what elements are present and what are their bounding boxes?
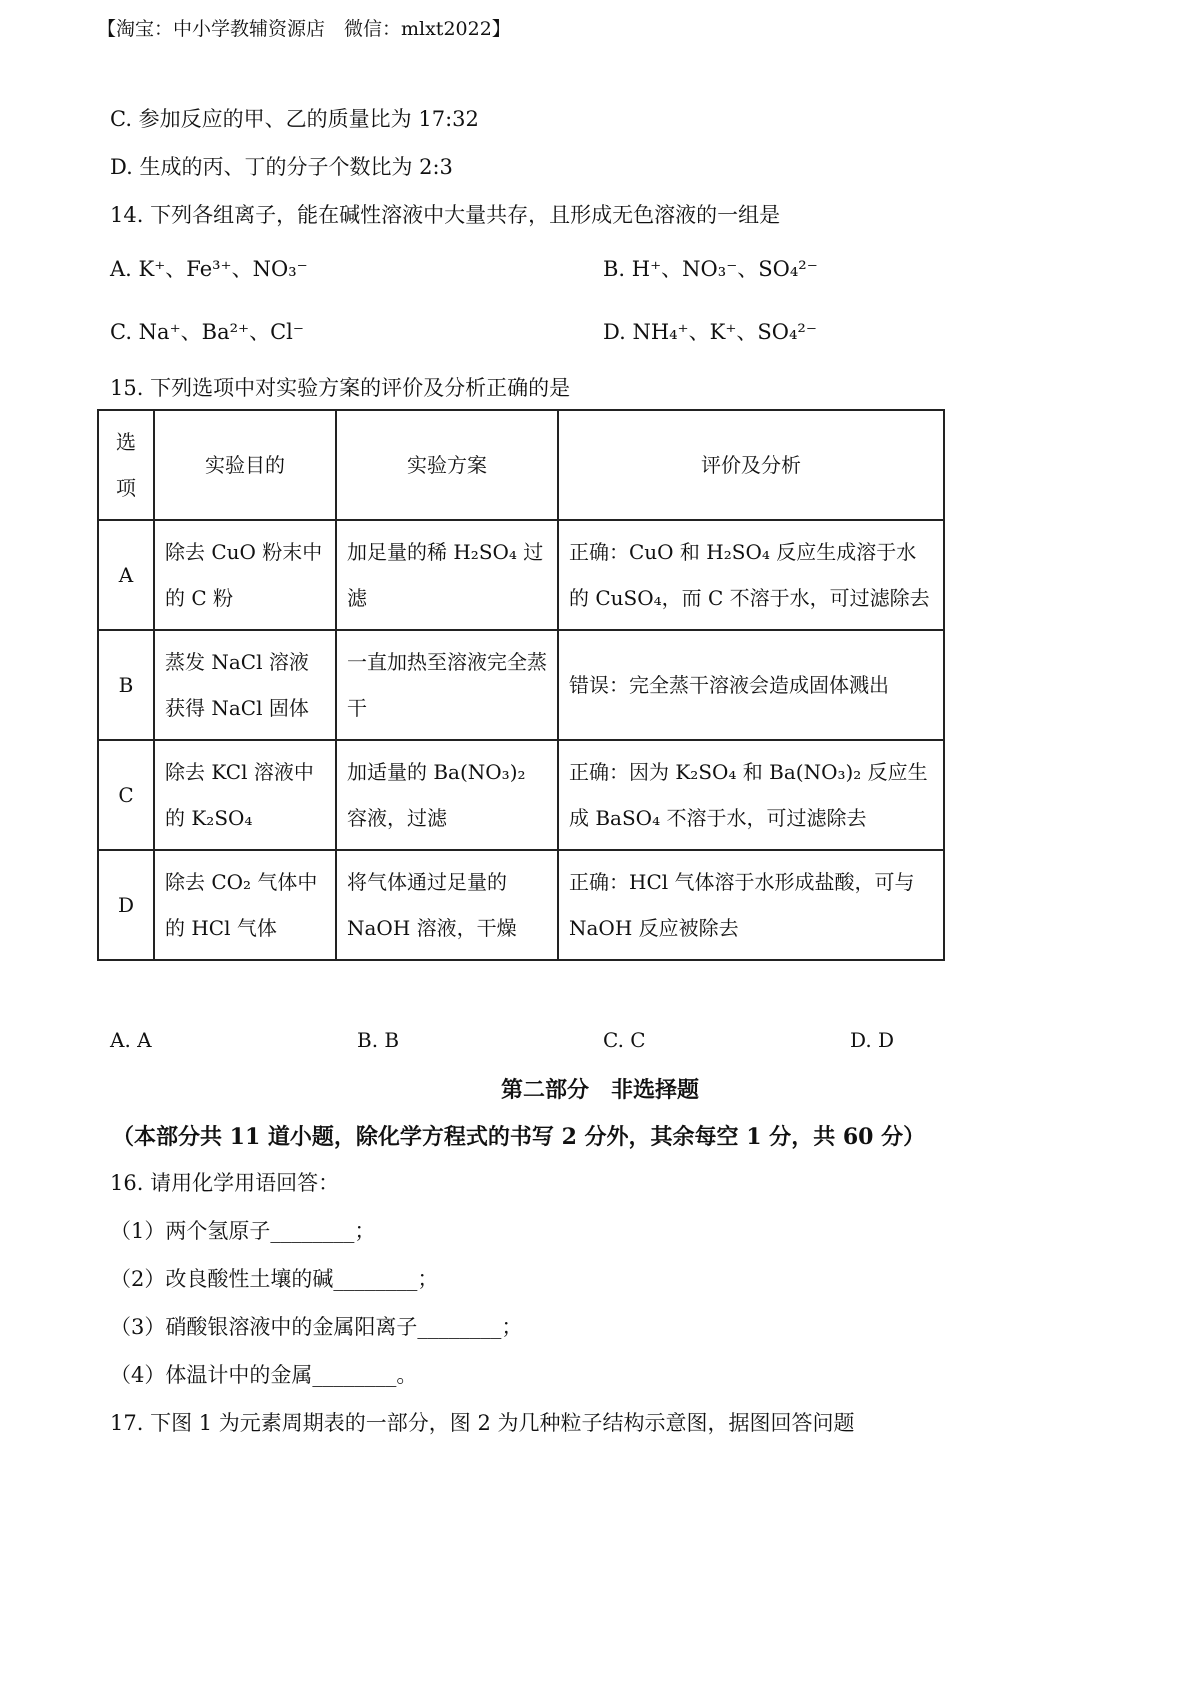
q14-stem: 14. 下列各组离子，能在碱性溶液中大量共存，且形成无色溶液的一组是 bbox=[110, 203, 781, 227]
q16-stem: 16. 请用化学用语回答： bbox=[110, 1171, 340, 1195]
table-row bbox=[98, 740, 944, 850]
q17-stem: 17. 下图 1 为元素周期表的一部分，图 2 为几种粒子结构示意图，据图回答问题 bbox=[110, 1411, 855, 1435]
row-label: A bbox=[98, 520, 154, 630]
q15-option-b: B. B bbox=[357, 1028, 400, 1052]
page-header: 【淘宝：中小学教辅资源店 微信：mlxt2022】 bbox=[97, 18, 511, 40]
q15-option-d: D. D bbox=[850, 1028, 895, 1052]
part2-note: （本部分共 11 道小题，除化学方程式的书写 2 分外，其余每空 1 分，共 60 分） bbox=[112, 1124, 926, 1150]
row-label: C bbox=[98, 740, 154, 850]
row-goal: 除去 CuO 粉末中的 C 粉 bbox=[154, 520, 336, 630]
header-goal: 实验目的 bbox=[154, 410, 336, 520]
table-row bbox=[98, 520, 944, 630]
row-plan: 将气体通过足量的 NaOH 溶液，干燥 bbox=[336, 850, 558, 960]
row-eval: 正确：因为 K₂SO₄ 和 Ba(NO₃)₂ 反应生成 BaSO₄ 不溶于水，可过滤除去 bbox=[558, 740, 944, 850]
table-header-row bbox=[98, 410, 944, 520]
row-label: D bbox=[98, 850, 154, 960]
header-plan: 实验方案 bbox=[336, 410, 558, 520]
row-plan: 加足量的稀 H₂SO₄ 过滤 bbox=[336, 520, 558, 630]
q15-option-a: A. A bbox=[110, 1028, 152, 1052]
row-goal: 除去 KCl 溶液中的 K₂SO₄ bbox=[154, 740, 336, 850]
q14-option-c: C. Na⁺、Ba²⁺、Cl⁻ bbox=[110, 320, 304, 344]
header-option bbox=[98, 410, 154, 520]
q15-option-c: C. C bbox=[603, 1028, 646, 1052]
row-label: B bbox=[98, 630, 154, 740]
row-eval: 正确：CuO 和 H₂SO₄ 反应生成溶于水的 CuSO₄，而 C 不溶于水，可过滤除去 bbox=[558, 520, 944, 630]
q16-item-3: （3）硝酸银溶液中的金属阳离子________； bbox=[110, 1315, 523, 1339]
q13-option-c: C. 参加反应的甲、乙的质量比为 17:32 bbox=[110, 107, 479, 131]
q15-stem: 15. 下列选项中对实验方案的评价及分析正确的是 bbox=[110, 376, 571, 400]
table-row bbox=[98, 630, 944, 740]
table-row bbox=[98, 850, 944, 960]
row-goal: 除去 CO₂ 气体中的 HCl 气体 bbox=[154, 850, 336, 960]
q16-item-4: （4）体温计中的金属________。 bbox=[110, 1363, 418, 1387]
row-plan: 加适量的 Ba(NO₃)₂ 容液，过滤 bbox=[336, 740, 558, 850]
header-option-text: 选项 bbox=[116, 430, 136, 500]
header-eval: 评价及分析 bbox=[558, 410, 944, 520]
row-eval: 错误：完全蒸干溶液会造成固体溅出 bbox=[558, 630, 944, 740]
part2-title: 第二部分 非选择题 bbox=[500, 1077, 699, 1103]
q16-item-2: （2）改良酸性土壤的碱________； bbox=[110, 1267, 439, 1291]
q14-option-b: B. H⁺、NO₃⁻、SO₄²⁻ bbox=[603, 257, 818, 281]
row-goal: 蒸发 NaCl 溶液获得 NaCl 固体 bbox=[154, 630, 336, 740]
row-plan: 一直加热至溶液完全蒸干 bbox=[336, 630, 558, 740]
q13-option-d: D. 生成的丙、丁的分子个数比为 2:3 bbox=[110, 155, 453, 179]
q14-option-d: D. NH₄⁺、K⁺、SO₄²⁻ bbox=[603, 320, 817, 344]
experiment-table bbox=[97, 409, 945, 961]
row-eval: 正确：HCl 气体溶于水形成盐酸，可与 NaOH 反应被除去 bbox=[558, 850, 944, 960]
q16-item-1: （1）两个氢原子________； bbox=[110, 1219, 376, 1243]
q14-option-a: A. K⁺、Fe³⁺、NO₃⁻ bbox=[110, 257, 308, 281]
